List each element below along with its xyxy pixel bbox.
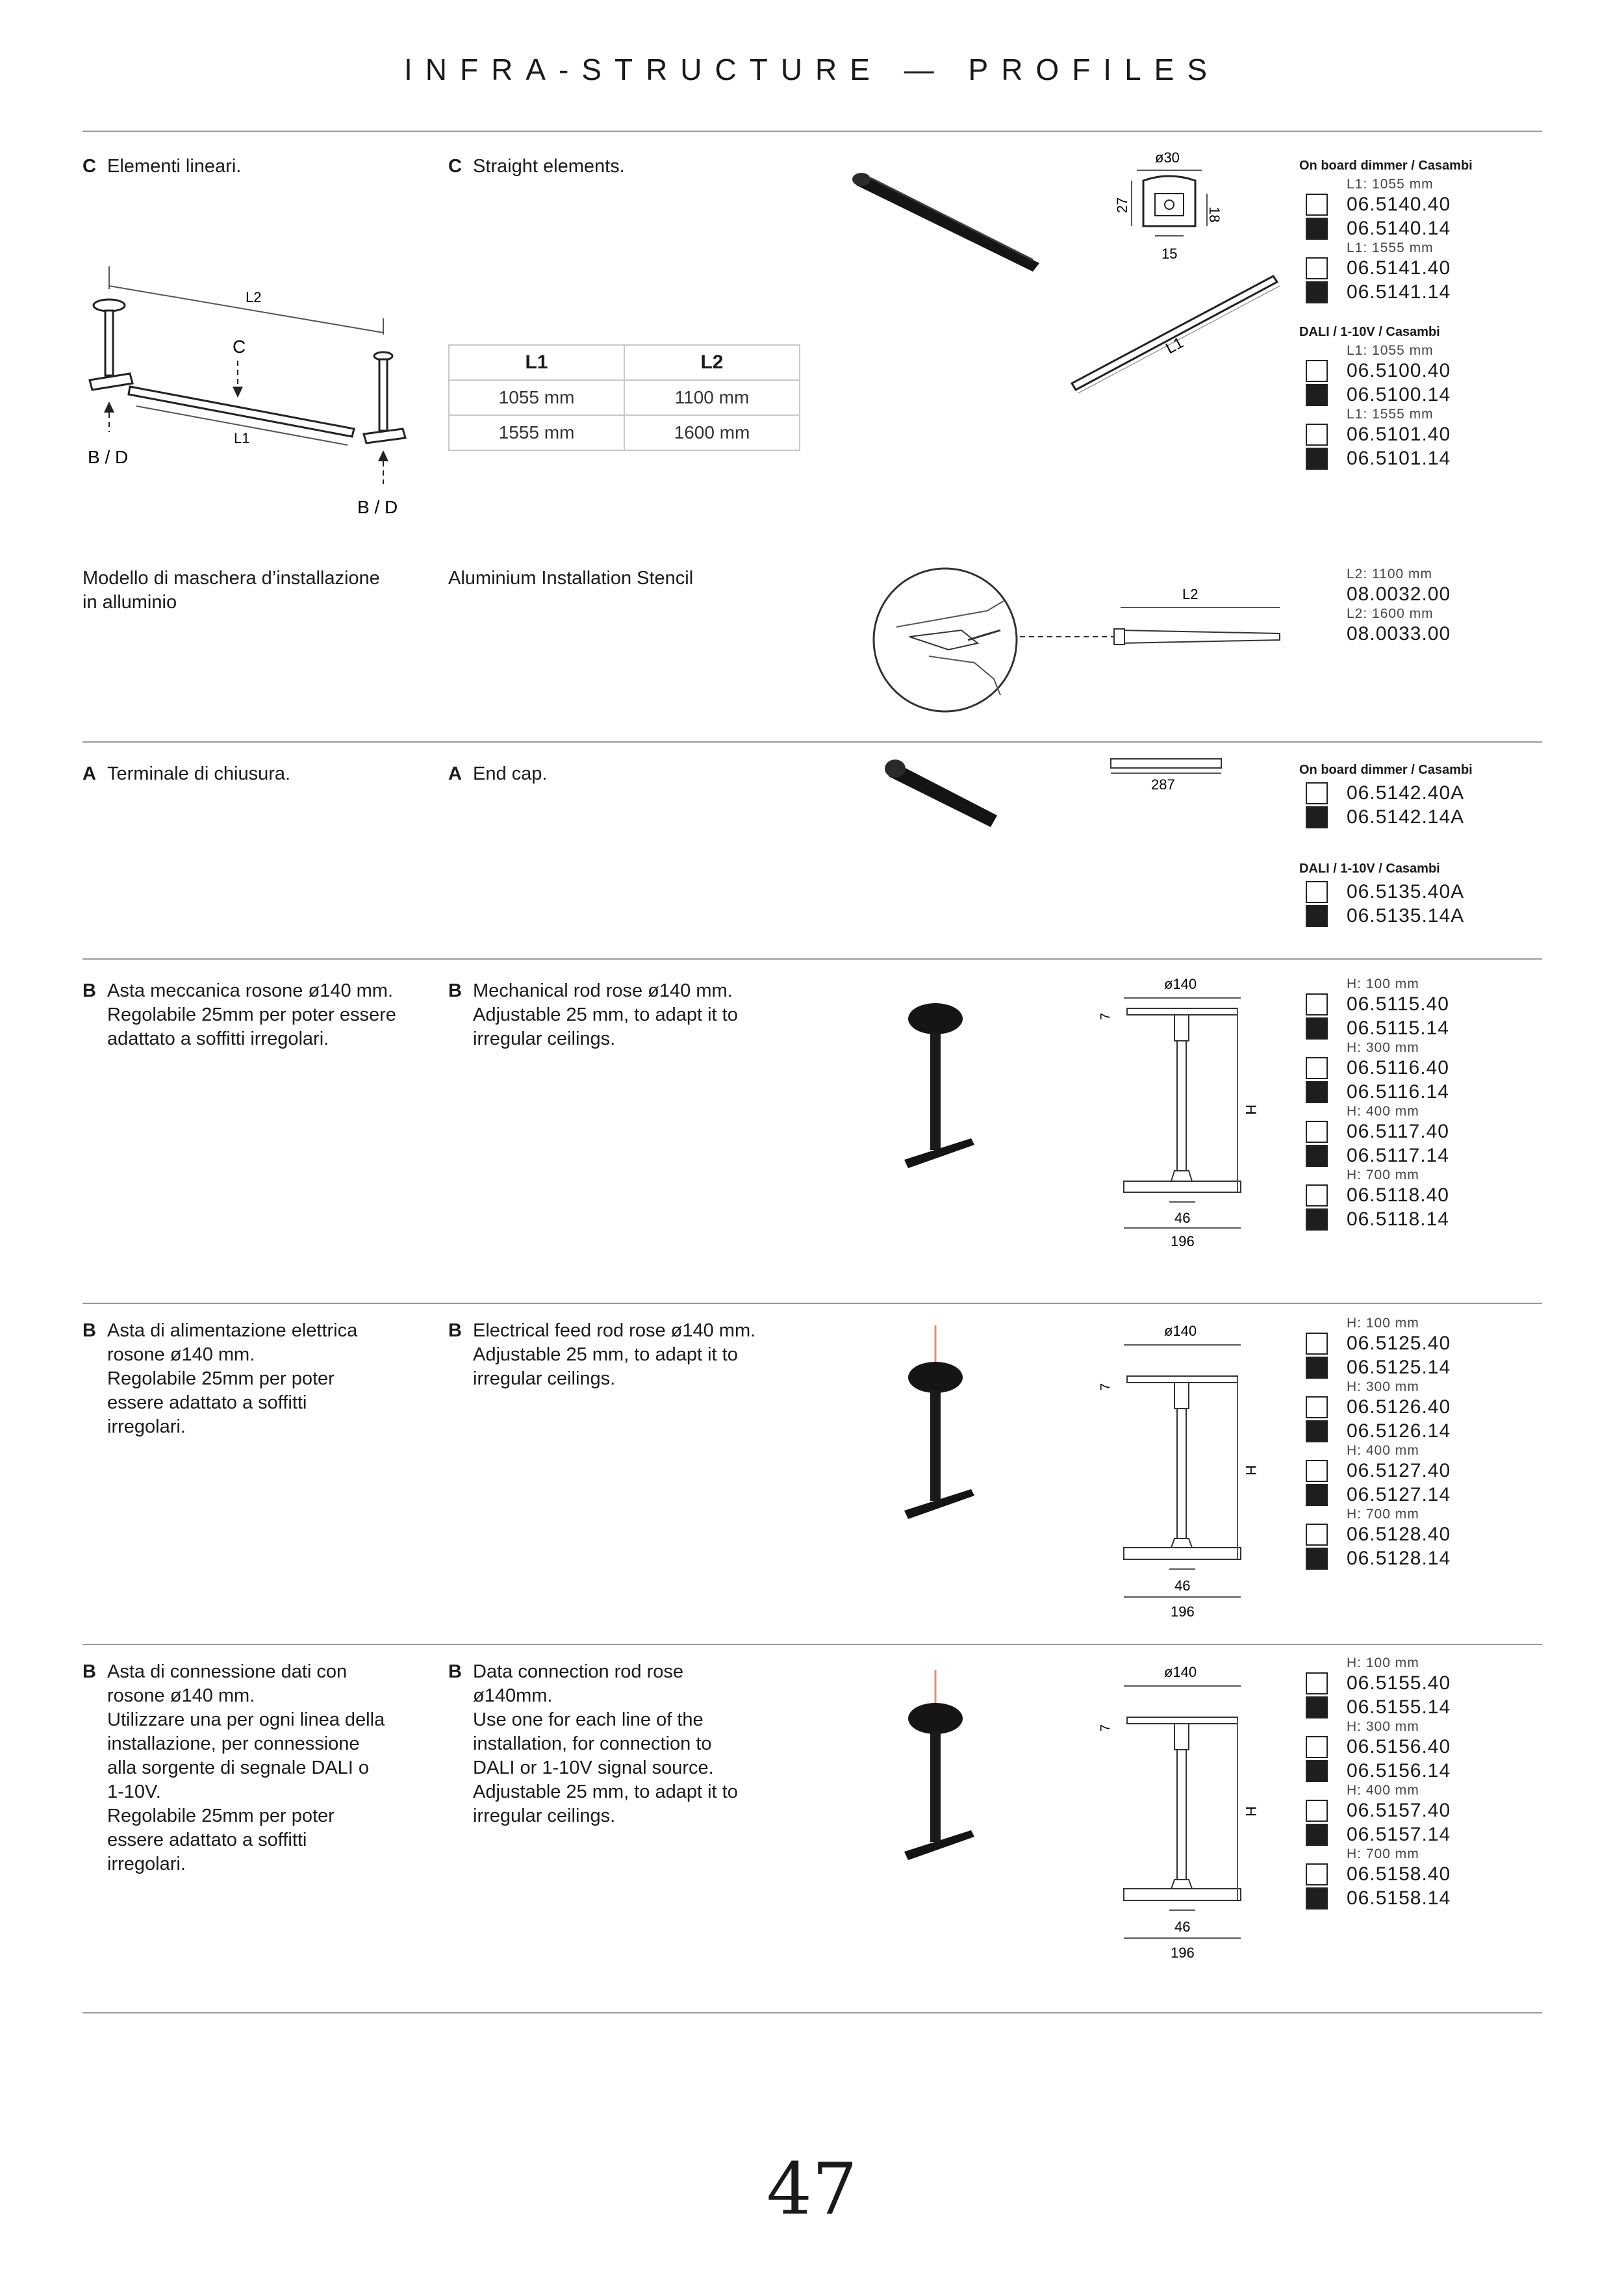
page-title: INFRA-STRUCTURE — PROFILES [403,53,1221,86]
black-swatch [1306,1696,1328,1718]
product-code [1306,192,1540,216]
variant-sub: H: 300 mm [1347,1040,1419,1055]
desc-line: 1-10V. [107,1782,161,1802]
variant-sub: L1: 1555 mm [1347,240,1434,255]
black-swatch [1306,1887,1328,1910]
l1-label: L1 [234,430,250,446]
dim-287: 287 [1151,776,1175,793]
dim-h: H [1243,1465,1259,1476]
rod2-codes [1306,1316,1540,1570]
black-swatch [1306,384,1328,406]
code-text: 06.5142.14A [1347,806,1465,828]
code-text: 06.5156.40 [1347,1736,1451,1757]
black-swatch [1306,1548,1328,1570]
code-text: 06.5101.14 [1347,448,1451,469]
rod2-drawing [1098,1319,1267,1634]
desc-line: installazione, per connessione [107,1733,360,1754]
l2-label: L2 [246,289,262,305]
table-cell: 1555 mm [449,415,624,450]
product-code [1306,1862,1540,1886]
product-code [1306,582,1540,606]
endcap-desc-it [82,762,420,786]
desc-line: irregolari. [107,1416,186,1437]
product-code [1306,1759,1540,1783]
code-text: 06.5155.40 [1347,1672,1451,1694]
code-text: 06.5156.14 [1347,1760,1451,1782]
product-code [1306,256,1540,280]
desc-line: Data connection rod rose [473,1661,684,1682]
table-cell: 1600 mm [624,415,800,450]
code-text: 06.5158.40 [1347,1863,1451,1885]
stencil-desc-en [448,567,786,591]
cross-section-drawing [1098,148,1241,278]
white-swatch [1306,1121,1328,1143]
variant-sub: L2: 1100 mm [1347,567,1433,581]
section-letter: A [448,763,462,784]
section-letter: C [82,156,96,177]
desc-line: irregular ceilings. [473,1806,616,1826]
product-code [1306,1183,1540,1207]
dim-h: H [1243,1806,1259,1817]
variant-sub: H: 700 mm [1347,1846,1419,1861]
rod1-desc-en [448,979,786,1051]
table-row [449,415,800,450]
rod2-desc-en [448,1319,786,1391]
code-text: 06.5157.40 [1347,1800,1451,1821]
section-letter: B [448,1661,462,1682]
dim-h18: 18 [1206,207,1223,223]
black-swatch [1306,448,1328,470]
code-text: 06.5115.14 [1347,1017,1449,1039]
rod1-photo [896,1001,987,1189]
white-swatch [1306,1057,1328,1079]
variant-sub: H: 700 mm [1347,1507,1419,1522]
product-code [1306,622,1540,646]
rod3-drawing [1098,1660,1267,1972]
product-code [1306,1483,1540,1507]
code-text: 06.5127.40 [1347,1460,1451,1481]
dim-w15: 15 [1161,246,1178,262]
desc-line: Asta di alimentazione elettrica [107,1320,358,1341]
divider [82,1644,1542,1645]
dim-196: 196 [1171,1233,1195,1249]
product-code [1306,1671,1540,1695]
code-text: 06.5127.14 [1347,1484,1451,1505]
black-swatch [1306,1208,1328,1231]
profile-photo [851,156,1046,273]
variant-sub: H: 700 mm [1347,1168,1419,1182]
desc-line: Regolabile 25mm per poter essere [107,1004,396,1025]
length-table [448,344,800,451]
desc-line: irregolari. [107,1854,186,1874]
dim-d140: ø140 [1164,976,1197,992]
white-swatch [1306,1524,1328,1546]
desc-line: Asta di connessione dati con [107,1661,348,1682]
desc-line: Aluminium Installation Stencil [448,568,694,589]
variant-sub: H: 100 mm [1347,1655,1419,1670]
page-number: 47 [767,2147,857,2230]
desc-line: adattato a soffitti irregolari. [107,1028,329,1049]
code-text: 06.5140.14 [1347,218,1451,239]
desc-line: installation, for connection to [473,1733,712,1754]
desc-line: Adjustable 25 mm, to adapt it to [473,1004,738,1025]
black-swatch [1306,1484,1328,1506]
rod1-drawing [1098,975,1267,1264]
code-text: 06.5126.40 [1347,1396,1451,1418]
variant-sub: L1: 1055 mm [1347,343,1434,358]
code-text: 08.0032.00 [1347,583,1451,605]
white-swatch [1306,1672,1328,1694]
product-code [1306,1143,1540,1168]
product-code [1306,1119,1540,1143]
code-text: 06.5100.14 [1347,384,1451,405]
desc-line: essere adattato a soffitti [107,1392,307,1413]
product-code [1306,1080,1540,1104]
product-code [1306,1522,1540,1546]
stencil-desc-it [82,567,446,615]
white-swatch [1306,257,1328,279]
group-title: DALI / 1-10V / Casambi [1299,325,1440,339]
divider [82,1303,1542,1304]
desc-line: ø140mm. [473,1685,553,1706]
section-letter: A [82,763,96,784]
dim-d140: ø140 [1164,1323,1197,1339]
white-swatch [1306,360,1328,382]
product-code [1306,1331,1540,1355]
product-code [1306,1459,1540,1483]
black-swatch [1306,218,1328,240]
code-text: 06.5126.14 [1347,1420,1451,1442]
product-code [1306,781,1540,805]
dim-h: H [1243,1105,1259,1115]
dim-d30: ø30 [1155,149,1180,166]
product-code [1306,1546,1540,1570]
product-code [1306,216,1540,240]
desc-line: rosone ø140 mm. [107,1344,255,1365]
section-letter: B [448,980,462,1001]
code-text: 06.5118.14 [1347,1208,1449,1230]
code-text: 06.5101.40 [1347,424,1451,445]
section-letter: B [82,1661,96,1682]
product-code [1306,1886,1540,1910]
product-code [1306,1695,1540,1719]
code-text: 06.5125.40 [1347,1333,1451,1354]
desc-line: Asta meccanica rosone ø140 mm. [107,980,394,1001]
code-text: 06.5157.14 [1347,1824,1451,1845]
desc-line: Straight elements. [473,156,625,177]
black-swatch [1306,905,1328,927]
rod3-codes [1306,1655,1540,1910]
rod1-desc-it [82,979,420,1051]
dim-t7: 7 [1098,1012,1113,1020]
desc-line: Use one for each line of the [473,1709,704,1730]
rod3-desc-it [82,1660,420,1876]
code-text: 06.5141.14 [1347,281,1451,303]
product-code [1306,1056,1540,1080]
dim-l1: L1 [1163,333,1187,358]
product-code [1306,1798,1540,1822]
desc-line: DALI or 1-10V signal source. [473,1757,714,1778]
divider [82,131,1542,132]
black-swatch [1306,1760,1328,1782]
white-swatch [1306,1333,1328,1355]
linear-desc-en [448,155,786,179]
product-code [1306,1395,1540,1419]
code-text: 06.5135.40A [1347,881,1465,902]
variant-sub: H: 300 mm [1347,1379,1419,1394]
desc-line: Elementi lineari. [107,156,242,177]
divider [82,741,1542,743]
desc-line: irregular ceilings. [473,1028,616,1049]
white-swatch [1306,1736,1328,1758]
white-swatch [1306,1863,1328,1885]
code-text: 06.5125.14 [1347,1357,1451,1378]
table-row [449,380,800,415]
product-code [1306,280,1540,304]
section-letter: B [82,980,96,1001]
variant-sub: H: 300 mm [1347,1719,1419,1734]
code-text: 06.5158.14 [1347,1887,1451,1909]
product-code [1306,904,1540,928]
dim-d140: ø140 [1164,1664,1197,1680]
desc-line: Adjustable 25 mm, to adapt it to [473,1344,738,1365]
linear-codes [1299,155,1540,470]
black-swatch [1306,1145,1328,1167]
white-swatch [1306,782,1328,804]
product-code [1306,1419,1540,1443]
section-letter: C [448,156,462,177]
black-swatch [1306,1081,1328,1103]
white-swatch [1306,993,1328,1016]
product-code [1306,805,1540,829]
divider [82,958,1542,960]
variant-sub: L2: 1600 mm [1347,606,1434,621]
product-code [1306,446,1540,470]
product-code [1306,383,1540,407]
product-code [1306,1822,1540,1846]
endcap-codes [1299,759,1540,928]
stencil-drawing [870,565,1286,715]
black-swatch [1306,806,1328,828]
assembly-diagram [78,247,442,533]
desc-line: Adjustable 25 mm, to adapt it to [473,1782,738,1802]
rod3-photo [896,1670,987,1871]
black-swatch [1306,1824,1328,1846]
code-text: 06.5140.40 [1347,194,1451,215]
code-text: 06.5128.40 [1347,1524,1451,1545]
desc-line: essere adattato a soffitti [107,1830,307,1850]
desc-line: in alluminio [82,592,177,613]
endcap-photo [883,750,1007,828]
dim-h27: 27 [1114,197,1130,213]
divider [82,2012,1542,2013]
white-swatch [1306,1396,1328,1418]
desc-line: Electrical feed rod rose ø140 mm. [473,1320,756,1341]
dim-46: 46 [1174,1210,1191,1226]
variant-sub: H: 400 mm [1347,1783,1419,1798]
product-code [1306,1207,1540,1231]
desc-line: rosone ø140 mm. [107,1685,255,1706]
white-swatch [1306,1460,1328,1482]
code-text: 06.5117.14 [1347,1145,1449,1166]
white-swatch [1306,424,1328,446]
desc-line: Mechanical rod rose ø140 mm. [473,980,733,1001]
product-code [1306,1735,1540,1759]
variant-sub: H: 100 mm [1347,1316,1419,1331]
bd-right-label: B / D [357,497,398,517]
endcap-drawing [1104,754,1234,799]
rod2-desc-it [82,1319,420,1439]
desc-line: Regolabile 25mm per poter [107,1806,335,1826]
code-text: 06.5116.14 [1347,1081,1449,1103]
white-swatch [1306,1184,1328,1207]
group-title: DALI / 1-10V / Casambi [1299,862,1440,876]
product-code [1306,1016,1540,1040]
code-text: 06.5116.40 [1347,1057,1449,1079]
product-code [1306,1355,1540,1379]
product-code [1306,992,1540,1016]
dim-t7: 7 [1098,1724,1113,1731]
desc-line: irregular ceilings. [473,1368,616,1389]
black-swatch [1306,281,1328,303]
endcap-desc-en [448,762,786,786]
rod1-codes [1306,977,1540,1231]
table-cell: 1055 mm [449,380,624,415]
group-title: On board dimmer / Casambi [1299,763,1473,777]
linear-desc-it [82,155,420,179]
code-text: 06.5118.40 [1347,1184,1449,1206]
desc-line: Regolabile 25mm per poter [107,1368,335,1389]
desc-line: alla sorgente di segnale DALI o [107,1757,370,1778]
code-text: 06.5117.40 [1347,1121,1449,1142]
desc-line: Modello di maschera d’installazione [82,568,380,589]
code-text: 06.5155.14 [1347,1696,1451,1718]
table-cell: 1100 mm [624,380,800,415]
desc-line: End cap. [473,763,548,784]
group-title: On board dimmer / Casambi [1299,159,1473,173]
black-swatch [1306,1017,1328,1040]
dim-46: 46 [1174,1578,1191,1594]
white-swatch [1306,881,1328,903]
c-label: C [233,337,246,357]
variant-sub: H: 100 mm [1347,977,1419,991]
section-letter: B [82,1320,96,1341]
code-text: 06.5100.40 [1347,360,1451,381]
dim-196: 196 [1171,1603,1195,1620]
black-swatch [1306,1420,1328,1442]
product-code [1306,880,1540,904]
code-text: 06.5128.14 [1347,1548,1451,1569]
desc-line: Terminale di chiusura. [107,763,291,784]
rod3-desc-en [448,1660,786,1828]
white-swatch [1306,1800,1328,1822]
code-text: 06.5135.14A [1347,905,1465,926]
desc-line: Utilizzare una per ogni linea della [107,1709,385,1730]
table-header: L2 [624,345,800,380]
variant-sub: H: 400 mm [1347,1443,1419,1458]
section-letter: B [448,1320,462,1341]
dim-t7: 7 [1098,1383,1113,1390]
table-header: L1 [449,345,624,380]
code-text: 08.0033.00 [1347,623,1451,645]
white-swatch [1306,194,1328,216]
rod2-photo [896,1325,987,1540]
code-text: 06.5142.40A [1347,782,1465,804]
profile-length-drawing [1065,273,1286,396]
black-swatch [1306,1357,1328,1379]
bd-left-label: B / D [88,447,129,467]
variant-sub: L1: 1055 mm [1347,177,1434,192]
dim-46: 46 [1174,1919,1191,1935]
code-text: 06.5141.40 [1347,257,1451,279]
product-code [1306,422,1540,446]
dim-196: 196 [1171,1945,1195,1961]
variant-sub: H: 400 mm [1347,1104,1419,1119]
stencil-codes [1306,567,1540,646]
code-text: 06.5115.40 [1347,993,1449,1015]
variant-sub: L1: 1555 mm [1347,407,1434,422]
dim-l2: L2 [1182,586,1199,602]
product-code [1306,359,1540,383]
